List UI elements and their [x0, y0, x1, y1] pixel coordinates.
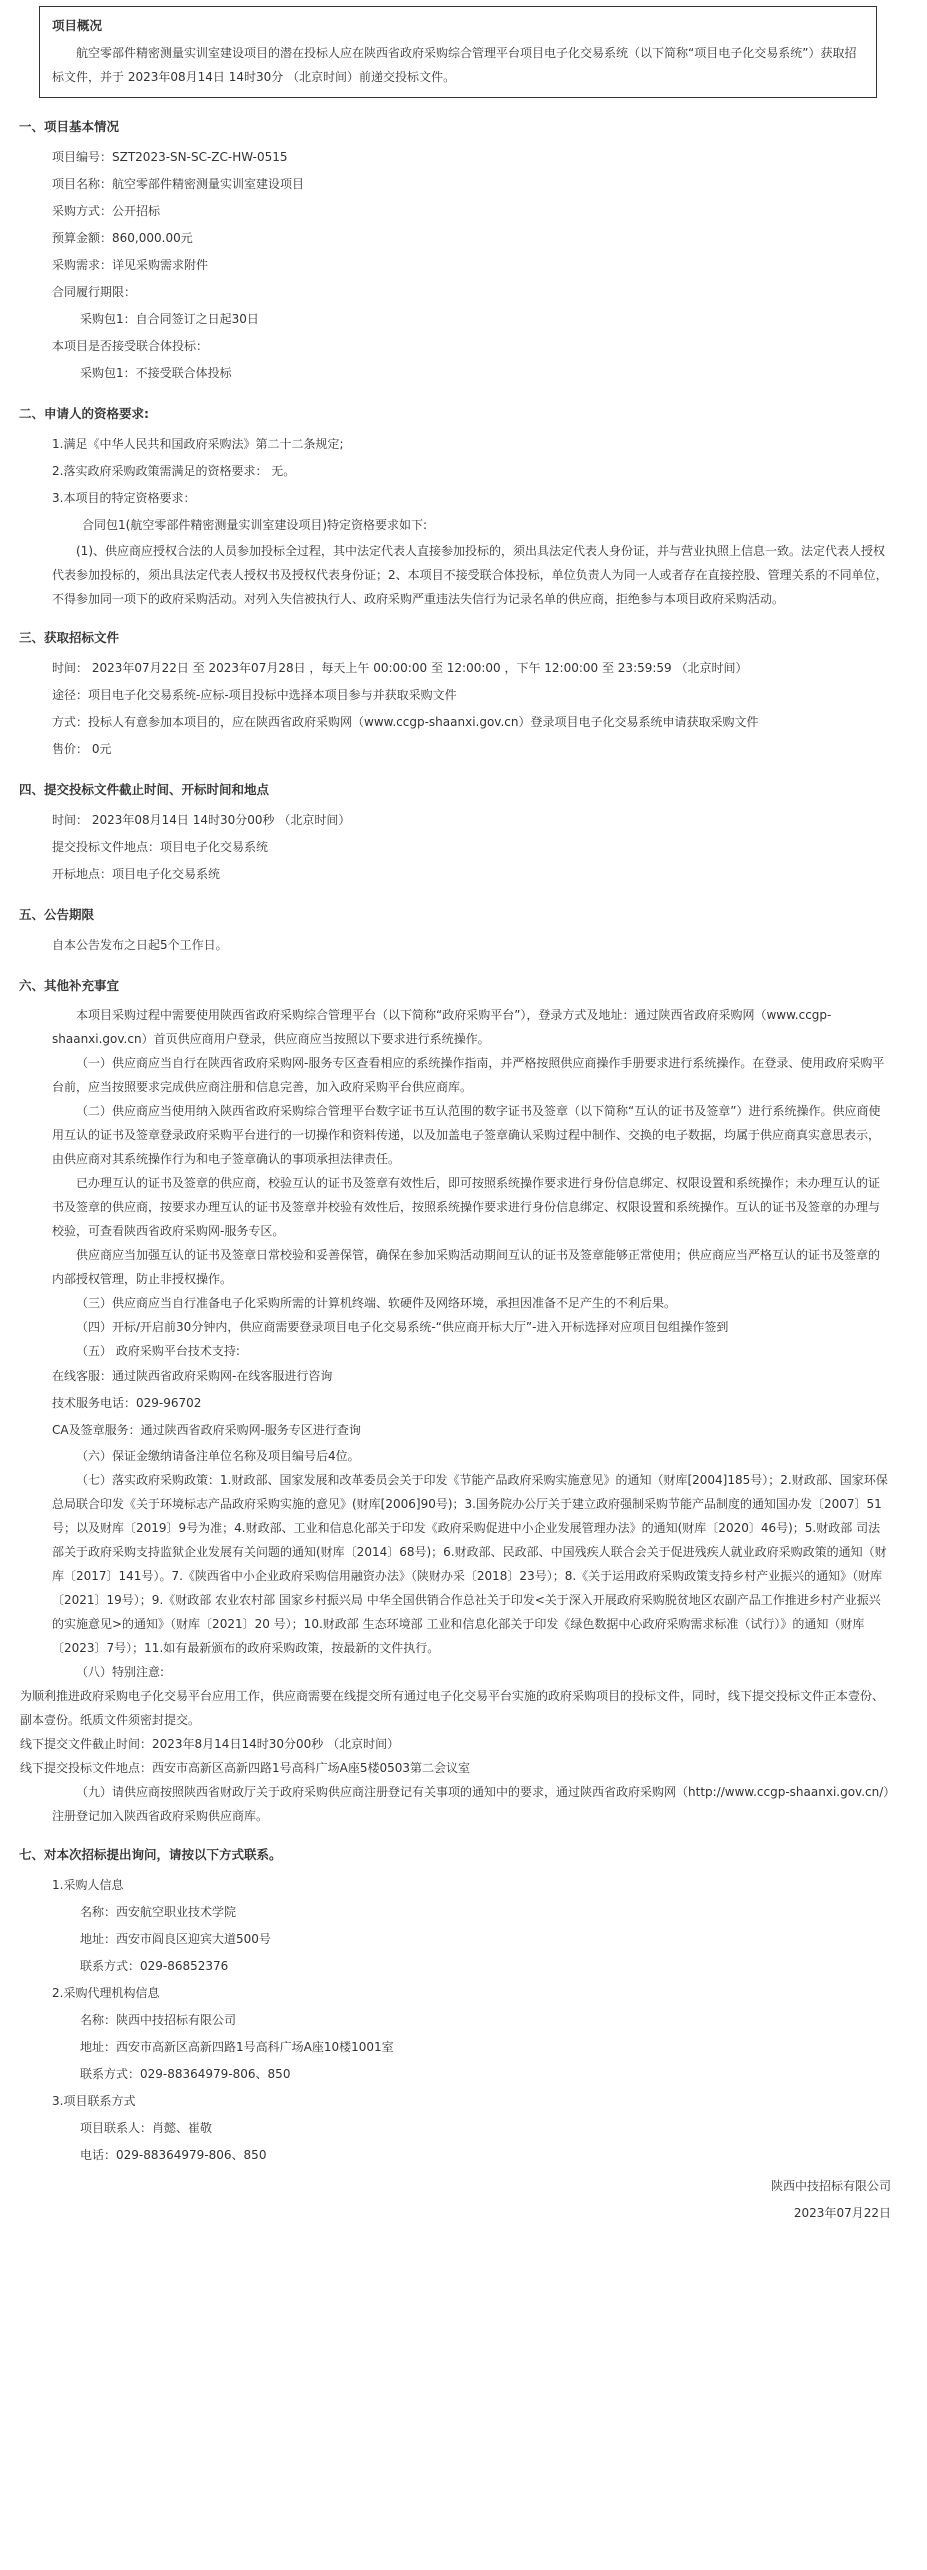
package-period: 采购包1：自合同签订之日起30日: [80, 312, 259, 326]
paragraph: 本项目采购过程中需要使用陕西省政府采购综合管理平台（以下简称“政府采购平台”），登录方式及地址：通过陕西省政府采购网（www.ccgp-shaanxi.gov.cn）首页供应商用户登录，供应商应当按照以下要求进行系统操作。: [52, 1008, 832, 1046]
requirement-body: (1)、供应商应授权合法的人员参加投标全过程，其中法定代表人直接参加投标的，须出具法定代表人身份证，并与营业执照上信息一致。法定代表人授权代表参加投标的，须出具法定代表人授权书及授权代表身份证；2、本项目不接受联合体投标，单位负责人为同一人或者存在直接控股、管理关系的不同单位，不得参加同一项下的政府采购活动。对列入失信被执行人、政府采购严重违法失信行为记录名单的供应商，拒绝参与本项目政府采购活动。: [52, 544, 888, 606]
overview-box: [39, 6, 877, 98]
package-requirement-title: 合同包1(航空零部件精密测量实训室建设项目)特定资格要求如下:: [82, 518, 428, 532]
section-deadline: [12, 779, 915, 888]
section-title: 一、项目基本情况: [19, 119, 120, 134]
budget-amount: 预算金额：860,000.00元: [52, 231, 193, 245]
buyer-name: 名称：西安航空职业技术学院: [80, 1905, 237, 1919]
paragraph: 为顺利推进政府采购电子化交易平台应用工作，供应商需要在线提交所有通过电子化交易平台实施的政府采购项目的投标文件，同时，线下提交投标文件正本壹份、副本壹份。纸质文件须密封提交。: [20, 1689, 885, 1727]
agent-name: 名称：陕西中技招标有限公司: [80, 2013, 237, 2027]
section-qualification: [12, 403, 915, 611]
qualification-item: 1.满足《中华人民共和国政府采购法》第二十二条规定;: [52, 437, 344, 451]
section-other-matters: [12, 975, 915, 1828]
overview-title: 项目概况: [52, 18, 103, 33]
paragraph: （四）开标/开启前30分钟内，供应商需要登录项目电子化交易系统-“供应商开标大厅”-进入开标选择对应项目包组操作签到: [76, 1320, 729, 1334]
get-method: 方式：投标人有意参加本项目的，应在陕西省政府采购网（www.ccgp-shaanxi.gov.cn）登录项目电子化交易系统申请获取采购文件: [52, 715, 759, 729]
section-title: 四、提交投标文件截止时间、开标时间和地点: [19, 782, 270, 797]
contact-heading: 3.项目联系方式: [52, 2094, 136, 2108]
section-title: 六、其他补充事宜: [19, 978, 120, 993]
paragraph: 线下提交投标文件地点：西安市高新区高新四路1号高科广场A座5楼0503第二会议室: [20, 1761, 471, 1775]
agent-address: 地址：西安市高新区高新四路1号高科广场A座10楼1001室: [80, 2040, 394, 2054]
footer-date: 2023年07月22日: [793, 2206, 891, 2220]
paragraph: （三）供应商应当自行准备电子化采购所需的计算机终端、软硬件及网络环境，承担因准备不足产生的不利后果。: [76, 1296, 677, 1310]
paragraph: （六）保证金缴纳请备注单位名称及项目编号后4位。: [76, 1449, 360, 1463]
procurement-method: 采购方式：公开招标: [52, 204, 161, 218]
qualification-item: 3.本项目的特定资格要求：: [52, 491, 196, 505]
section-title: 七、对本次招标提出询问，请按以下方式联系。: [19, 1847, 282, 1862]
project-number: 项目编号：SZT2023-SN-SC-ZC-HW-0515: [52, 150, 288, 164]
contact-phone: 电话：029-88364979-806、850: [80, 2148, 267, 2162]
buyer-phone: 联系方式：029-86852376: [80, 1959, 229, 1973]
support-phone: 技术服务电话：029-96702: [52, 1396, 202, 1410]
deadline-time: 时间： 2023年08月14日 14时30分00秒 （北京时间）: [52, 813, 351, 827]
paragraph: 线下提交文件截止时间：2023年8月14日14时30分00秒 （北京时间）: [20, 1737, 400, 1751]
contact-person: 项目联系人：肖懿、崔敬: [80, 2121, 213, 2135]
notice-period: 自本公告发布之日起5个工作日。: [52, 938, 228, 952]
section-title: 二、申请人的资格要求:: [19, 406, 149, 421]
overview-body: 航空零部件精密测量实训室建设项目的潜在投标人应在陕西省政府采购综合管理平台项目电子化交易系统（以下简称“项目电子化交易系统”）获取招标文件，并于 2023年08月14日 14时30分 （北京时间）前递交投标文件。: [52, 46, 857, 84]
get-channel: 途径：项目电子化交易系统-应标-项目投标中选择本项目参与并获取采购文件: [52, 688, 457, 702]
section-title: 五、公告期限: [19, 907, 95, 922]
support-ca: CA及签章服务：通过陕西省政府采购网-服务专区进行查询: [52, 1423, 361, 1437]
submit-location: 提交投标文件地点：项目电子化交易系统: [52, 840, 269, 854]
support-online: 在线客服：通过陕西省政府采购网-在线客服进行咨询: [52, 1369, 333, 1383]
paragraph: （二）供应商应当使用纳入陕西省政府采购综合管理平台数字证书互认范围的数字证书及签章（以下简称“互认的证书及签章”）进行系统操作。供应商使用互认的证书及签章登录政府采购平台进行的一切操作和资料传递，以及加盖电子签章确认采购过程中制作、交换的电子数据，均属于供应商真实意思表示，由供应商对其系统操作行为和电子签章确认的事项承担法律责任。: [52, 1104, 881, 1166]
paragraph: （九）请供应商按照陕西省财政厅关于政府采购供应商注册登记有关事项的通知中的要求，通过陕西省政府采购网（http://www.ccgp-shaanxi.gov.cn/）注册登记加入陕西省政府采购供应商库。: [52, 1785, 890, 1823]
agent-phone: 联系方式：029-88364979-806、850: [80, 2067, 291, 2081]
section-contact: [12, 1844, 915, 2169]
price: 售价： 0元: [52, 742, 112, 756]
paragraph: 供应商应当加强互认的证书及签章日常校验和妥善保管，确保在参加采购活动期间互认的证书及签章能够正常使用；供应商应当严格互认的证书及签章的内部授权管理，防止非授权操作。: [52, 1248, 881, 1286]
project-name: 项目名称：航空零部件精密测量实训室建设项目: [52, 177, 305, 191]
buyer-address: 地址：西安市阎良区迎宾大道500号: [80, 1932, 271, 1946]
consortium-label: 本项目是否接受联合体投标：: [52, 339, 209, 353]
buyer-heading: 1.采购人信息: [52, 1878, 124, 1892]
section-title: 三、获取招标文件: [19, 630, 120, 645]
paragraph: （八）特别注意:: [76, 1665, 165, 1679]
paragraph: （七）落实政府采购政策：1.财政部、国家发展和改革委员会关于印发《节能产品政府采购实施意见》的通知（财库[2004]185号）；2.财政部、国家环保总局联合印发《关于环境标志产品政府采购实施的意见》(财库[2006]90号)；3.国务院办公厅关于建立政府强制采购节能产品制度的通知国办发〔2007〕51号；以及财库〔2019〕9号为准；4.财政部、工业和信息化部关于印发《政府采购促进中小企业发展管理办法》的通知(财库〔2020〕46号)；5.财政部 司法部关于政府采购支持监狱企业发展有关问题的通知(财库〔2014〕68号)；6.财政部、民政部、中国残疾人联合会关于促进残疾人就业政府采购政策的通知（财库〔2017〕141号）。7.《陕西省中小企业政府采购信用融资办法》（陕财办采〔2018〕23号）；8.《关于运用政府采购政策支持乡村产业振兴的通知》（财库〔2021〕19号）；9.《财政部 农业农村部 国家乡村振兴局 中华全国供销合作总社关于印发<关于深入开展政府采购脱贫地区农副产品工作推进乡村产业振兴的实施意见>的通知》（财库〔2021〕20 号）；10.财政部 生态环境部 工业和信息化部关于印发《绿色数据中心政府采购需求标准（试行）》的通知（财库〔2023〕7号）；11.如有最新颁布的政府采购政策，按最新的文件执行。: [52, 1473, 888, 1655]
opening-location: 开标地点：项目电子化交易系统: [52, 867, 221, 881]
paragraph: （五） 政府采购平台技术支持:: [76, 1344, 240, 1358]
procurement-requirement: 采购需求：详见采购需求附件: [52, 258, 209, 272]
section-get-documents: [12, 627, 915, 763]
section-basic-info: [12, 116, 915, 387]
footer-org: 陕西中技招标有限公司: [770, 2179, 891, 2193]
paragraph: （一）供应商应当自行在陕西省政府采购网-服务专区查看相应的系统操作指南，并严格按照供应商操作手册要求进行系统操作。在登录、使用政府采购平台前，应当按照要求完成供应商注册和信息完善，加入政府采购平台供应商库。: [52, 1056, 885, 1094]
package-consortium: 采购包1：不接受联合体投标: [80, 366, 232, 380]
qualification-item: 2.落实政府采购政策需满足的资格要求： 无。: [52, 464, 296, 478]
contract-period-label: 合同履行期限：: [52, 285, 137, 299]
get-time: 时间： 2023年07月22日 至 2023年07月28日 ，每天上午 00:00:00 至 12:00:00 ，下午 12:00:00 至 23:59:59 （北京时间）: [52, 661, 748, 675]
agent-heading: 2.采购代理机构信息: [52, 1986, 160, 2000]
section-notice-period: [12, 904, 915, 959]
paragraph: 已办理互认的证书及签章的供应商，校验互认的证书及签章有效性后，即可按照系统操作要求进行身份信息绑定、权限设置和系统操作；未办理互认的证书及签章的供应商，按要求办理互认的证书及签章并校验有效性后，按照系统操作要求进行身份信息绑定、权限设置和系统操作。互认的证书及签章的办理与校验，可查看陕西省政府采购网-服务专区。: [52, 1176, 881, 1238]
